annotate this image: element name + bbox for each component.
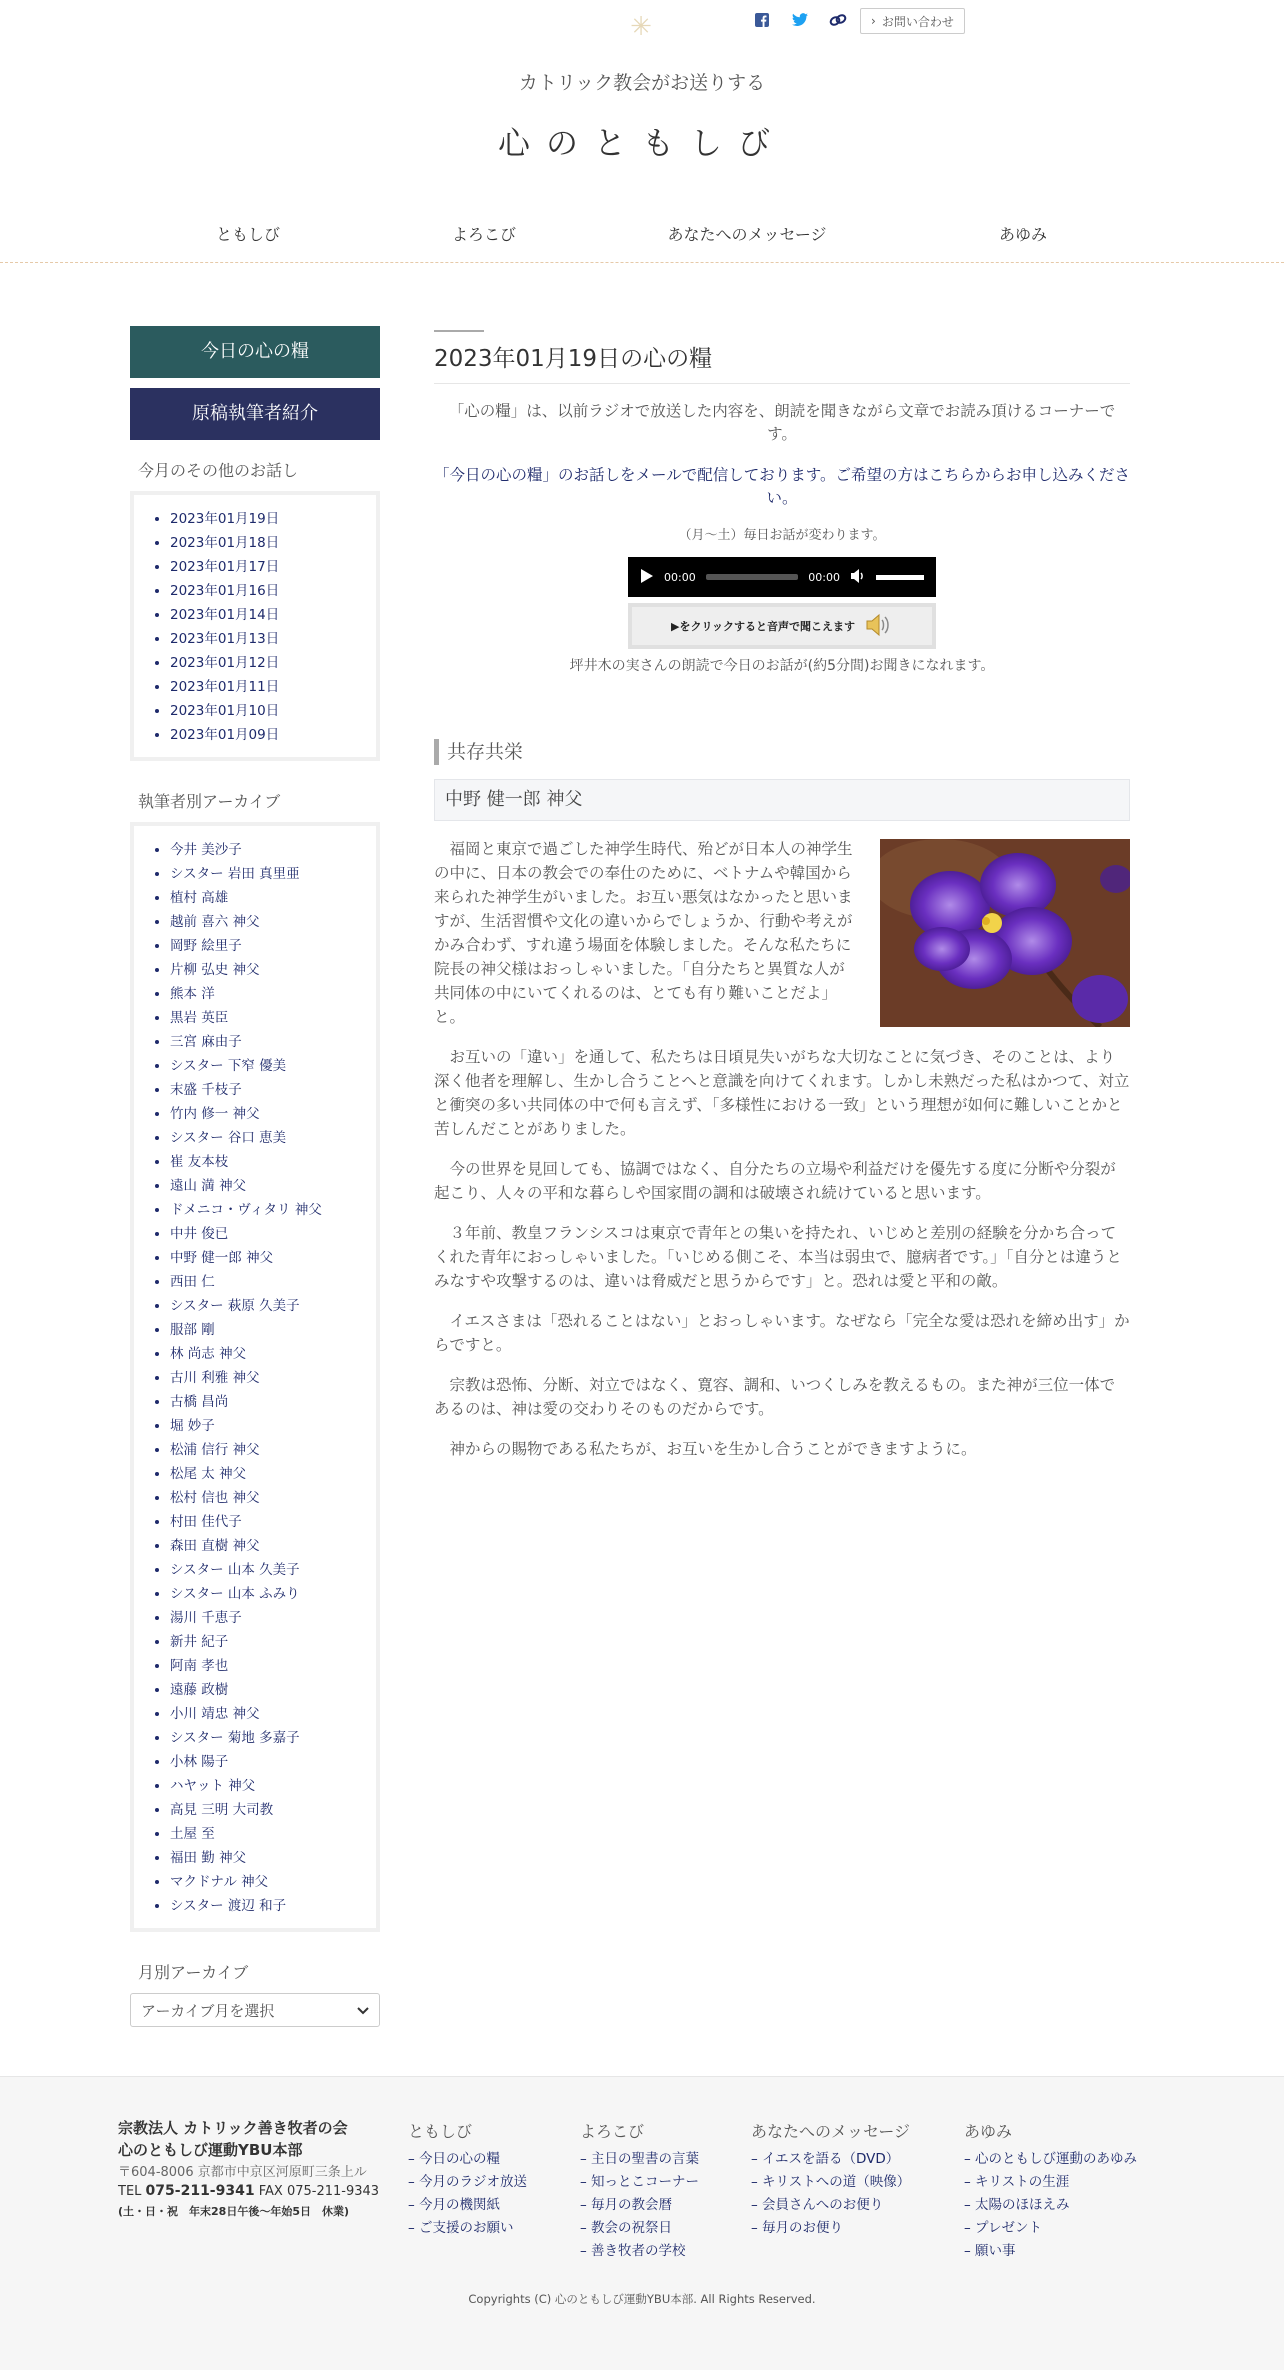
monthly-archive-heading: 月別アーカイブ: [138, 1963, 249, 1982]
author-archive-link[interactable]: • 阿南 孝也: [170, 1654, 368, 1678]
author-archive-link[interactable]: • 遠山 満 神父: [170, 1174, 368, 1198]
social-links: [752, 10, 848, 30]
intro-text: 「心の糧」は、以前ラジオで放送した内容を、朗読を聞きながら文章でお読み頂けるコーナーです。: [448, 402, 1116, 443]
footer-link[interactable]: [580, 2194, 699, 2217]
footer-link-label: 願い事: [975, 2243, 1016, 2259]
facebook-icon[interactable]: [752, 10, 772, 30]
footer-link-label: 教会の祝祭日: [591, 2220, 673, 2236]
footer: [0, 2076, 1284, 2370]
african-violet-photo: [880, 839, 1130, 1027]
footer-link[interactable]: [408, 2217, 527, 2240]
footer-link-label: 太陽のほほえみ: [975, 2197, 1070, 2213]
dash-bullet: –: [964, 2151, 976, 2167]
nav-divider: [0, 262, 1284, 263]
org-phone: [118, 2183, 388, 2199]
author-archive-link[interactable]: • シスター 菊地 多嘉子: [170, 1726, 368, 1750]
author-archive-link[interactable]: • 新井 紀子: [170, 1630, 368, 1654]
footer-col-message: [751, 2119, 910, 2240]
paragraph: お互いの「違い」を通して、私たちは日頃見失いがちな大切なことに気づき、そのことは、より深く他者を理解し、生かし合うことへと意識を向けてくれます。しかし未熟だった私はかつて、対立と衝突の多い共同体の中で何も言えず、「多様性における一致」という理想が如何に難しいことかと苦しんだことがありました。: [434, 1048, 1130, 1138]
author-archive-link[interactable]: • 林 尚志 神父: [170, 1342, 368, 1366]
author-archive-link[interactable]: • 湯川 千恵子: [170, 1606, 368, 1630]
month-story-link[interactable]: • 2023年01月17日: [170, 555, 368, 579]
footer-col-heading: あゆみ: [964, 2122, 1013, 2141]
footer-links: [580, 2148, 699, 2263]
audio-hint-banner: [628, 603, 936, 649]
main-nav: [130, 222, 1154, 245]
author-archive-link[interactable]: • 竹内 修一 神父: [170, 1102, 368, 1126]
month-stories-box: [130, 491, 380, 761]
dash-bullet: –: [408, 2151, 420, 2167]
author-archive-link[interactable]: • 森田 直樹 神父: [170, 1534, 368, 1558]
article-body: [434, 837, 1130, 1461]
org-name: 宗教法人 カトリック善き牧者の会: [118, 2119, 348, 2137]
play-icon[interactable]: [640, 568, 654, 587]
org-address: 〒604-8006 京都市中京区河原町三条上ル: [118, 2165, 367, 2180]
dash-bullet: –: [580, 2220, 592, 2236]
dash-bullet: –: [751, 2197, 763, 2213]
dash-bullet: –: [751, 2220, 763, 2236]
top-bar: [0, 0, 1284, 40]
footer-link[interactable]: [408, 2171, 527, 2194]
business-hours: (土・日・祝 年末28日午後～年始5日 休業): [118, 2205, 350, 2218]
footer-link-label: 主日の聖書の言葉: [591, 2151, 700, 2167]
author-archive-link[interactable]: • 岡野 絵里子: [170, 934, 368, 958]
volume-icon[interactable]: [850, 569, 866, 586]
footer-link-label: 毎月の教会暦: [591, 2197, 673, 2213]
tel-number[interactable]: 075-211-9341: [145, 2183, 255, 2199]
dash-bullet: –: [408, 2220, 420, 2236]
footer-links: [751, 2148, 910, 2240]
author-archive-link[interactable]: • 今井 美沙子: [170, 838, 368, 862]
footer-link[interactable]: [751, 2148, 910, 2171]
author-archive-link[interactable]: • ドメニコ・ヴィタリ 神父: [170, 1198, 368, 1222]
footer-org-info: [118, 2117, 388, 2219]
author-archive-link[interactable]: • 村田 佳代子: [170, 1510, 368, 1534]
footer-link[interactable]: [751, 2217, 910, 2240]
footer-link-label: 知っとこコーナー: [591, 2174, 700, 2190]
dash-bullet: –: [580, 2243, 592, 2259]
footer-link-label: 今月のラジオ放送: [419, 2174, 528, 2190]
footer-col-heading: よろこび: [580, 2122, 645, 2141]
month-story-link[interactable]: • 2023年01月12日: [170, 651, 368, 675]
author-archive-link[interactable]: • ハヤット 神父: [170, 1774, 368, 1798]
footer-link[interactable]: [964, 2194, 1137, 2217]
dash-bullet: –: [751, 2174, 763, 2190]
author-archive-list: [142, 838, 368, 1918]
footer-link-label: 善き牧者の学校: [591, 2243, 686, 2259]
footer-link-label: キリストへの道（映像）: [762, 2174, 911, 2190]
month-story-link[interactable]: • 2023年01月13日: [170, 627, 368, 651]
author-archive-link[interactable]: • 土屋 至: [170, 1822, 368, 1846]
paragraph: 福岡と東京で過ごした神学生時代、殆どが日本人の神学生の中に、日本の教会での奉仕のために、ベトナムや韓国から来られた神学生がいました。お互い悪気はなかったと思いますが、生活習慣や文化の違いからでしょうか、行動や考えがかみ合わず、すれ違う場面を体験しました。そんな私たちに院長の神父様はおっしゃいました。「自分たちと異質な人が共同体の中にいてくれるのは、とても有り難いことだよ」と。: [434, 840, 853, 1026]
author-archive-link[interactable]: • シスター 下窄 優美: [170, 1054, 368, 1078]
author-archive-link[interactable]: • 崔 友本枝: [170, 1150, 368, 1174]
chevron-right-icon: ›: [871, 14, 876, 28]
month-story-link[interactable]: • 2023年01月18日: [170, 531, 368, 555]
author-archive-link[interactable]: • 三宮 麻由子: [170, 1030, 368, 1054]
footer-link[interactable]: [408, 2194, 527, 2217]
author-archive-link[interactable]: • マクドナル 神父: [170, 1870, 368, 1894]
month-story-link[interactable]: • 2023年01月11日: [170, 675, 368, 699]
audio-hint-text: ▶をクリックすると音声で聞こえます: [670, 620, 856, 633]
author-archive-link[interactable]: • 越前 喜六 神父: [170, 910, 368, 934]
month-story-link[interactable]: • 2023年01月10日: [170, 699, 368, 723]
contact-button[interactable]: [860, 8, 965, 34]
author-archive-link[interactable]: • 片柳 弘史 神父: [170, 958, 368, 982]
month-story-link[interactable]: • 2023年01月19日: [170, 507, 368, 531]
footer-link-label: 今月の機関紙: [419, 2197, 501, 2213]
author-archive-link[interactable]: • 堀 妙子: [170, 1414, 368, 1438]
site-title[interactable]: 心のともしび: [497, 124, 786, 162]
reader-note: 坪井木の実さんの朗読で今日のお話が(約5分間)お聞きになれます。: [569, 658, 995, 674]
footer-link[interactable]: [408, 2148, 527, 2171]
footer-link-label: イエスを語る（DVD）: [762, 2151, 900, 2167]
author-archive-link[interactable]: • 中井 俊已: [170, 1222, 368, 1246]
site-tagline: カトリック教会がお送りする: [518, 72, 766, 94]
author-archive-link[interactable]: • 松尾 太 神父: [170, 1462, 368, 1486]
footer-link-label: 心のともしび運動のあゆみ: [975, 2151, 1138, 2167]
nav-item-tomoshibi[interactable]: ともしび: [215, 225, 280, 244]
dash-bullet: –: [964, 2197, 976, 2213]
dash-bullet: –: [964, 2220, 976, 2236]
author-archive-box: [130, 822, 380, 1932]
dash-bullet: –: [580, 2197, 592, 2213]
author-archive-link[interactable]: • シスター 渡辺 和子: [170, 1894, 368, 1918]
author-archive-link[interactable]: • 遠藤 政樹: [170, 1678, 368, 1702]
page-title: 2023年01月19日の心の糧: [434, 340, 1130, 384]
footer-col-heading: ともしび: [408, 2122, 473, 2141]
author-archive-link[interactable]: • 服部 剛: [170, 1318, 368, 1342]
chevron-down-icon: [357, 2001, 369, 2019]
total-time: 00:00: [808, 570, 840, 584]
author-archive-link[interactable]: • 末盛 千枝子: [170, 1078, 368, 1102]
footer-col-heading: あなたへのメッセージ: [751, 2122, 911, 2141]
archive-select-value: アーカイブ月を選択: [141, 2001, 275, 2020]
org-subname: 心のともしび運動YBU本部: [118, 2141, 303, 2159]
tel-label: TEL: [118, 2184, 142, 2199]
writers-intro-button[interactable]: 原稿執筆者紹介: [130, 388, 380, 440]
contact-label: お問い合わせ: [881, 14, 954, 29]
audio-player: [628, 557, 936, 597]
paragraph: 今の世界を見回しても、協調ではなく、自分たちの立場や利益だけを優先する度に分断や分裂が起こり、人々の平和な暮らしや国家間の調和は破壊され続けていると思います。: [434, 1160, 1116, 1202]
footer-link-label: 会員さんへのお便り: [762, 2197, 884, 2213]
author-archive-link[interactable]: • 西田 仁: [170, 1270, 368, 1294]
twitter-icon[interactable]: [790, 10, 810, 30]
month-stories-list: [142, 507, 368, 747]
archive-month-select[interactable]: [130, 1993, 380, 2027]
paragraph: イエスさまは「恐れることはない」とおっしゃいます。なぜなら「完全な愛は恐れを締め出す」からですと。: [434, 1312, 1130, 1354]
title-rule: [434, 330, 484, 332]
month-story-link[interactable]: • 2023年01月14日: [170, 603, 368, 627]
author-archive-link[interactable]: • 福田 勤 神父: [170, 1846, 368, 1870]
volume-slider[interactable]: [876, 575, 924, 580]
footer-link-label: キリストの生涯: [975, 2174, 1070, 2190]
author-archive-link[interactable]: • シスター 山本 ふみり: [170, 1582, 368, 1606]
author-archive-link[interactable]: • 黒岩 英臣: [170, 1006, 368, 1030]
fax-number: FAX 075-211-9343: [258, 2184, 380, 2199]
main-content: [434, 330, 1130, 1477]
author-archive-link[interactable]: • シスター 谷口 恵美: [170, 1126, 368, 1150]
footer-links: [408, 2148, 527, 2240]
author-archive-link[interactable]: • シスター 山本 久美子: [170, 1558, 368, 1582]
dash-bullet: –: [580, 2151, 592, 2167]
author-archive-link[interactable]: • 小川 靖忠 神父: [170, 1702, 368, 1726]
dash-bullet: –: [580, 2174, 592, 2190]
month-stories-heading: 今月のその他のお話し: [138, 461, 299, 480]
dash-bullet: –: [751, 2151, 763, 2167]
month-story-link[interactable]: • 2023年01月16日: [170, 579, 368, 603]
author-archive-link[interactable]: • 古橋 昌尚: [170, 1390, 368, 1414]
star-logo-icon: ✳: [630, 12, 652, 42]
paragraph: ３年前、教皇フランシスコは東京で青年との集いを持たれ、いじめと差別の経験を分かち合ってくれた青年におっしゃいました。「いじめる側こそ、本当は弱虫で、臆病者です。」「自分とは違うとみなすや攻撃するのは、違いは脅威だと思うからです」と。恐れは愛と平和の敵。: [434, 1224, 1122, 1290]
footer-link-label: 今日の心の糧: [419, 2151, 501, 2167]
dash-bullet: –: [964, 2174, 976, 2190]
today-kokoro-button[interactable]: 今日の心の糧: [130, 326, 380, 378]
footer-col-yorokobi: [580, 2119, 699, 2263]
month-story-link[interactable]: • 2023年01月09日: [170, 723, 368, 747]
paragraph: 神からの賜物である私たちが、お互いを生かし合うことができますように。: [449, 1440, 977, 1458]
dash-bullet: –: [408, 2174, 420, 2190]
sidebar: [130, 326, 380, 2027]
footer-link[interactable]: [964, 2148, 1137, 2171]
article-title: 共存共栄: [434, 739, 1130, 765]
author-archive-link[interactable]: • シスター 岩田 真里亜: [170, 862, 368, 886]
speaker-icon: [865, 613, 893, 640]
footer-link-label: 毎月のお便り: [762, 2220, 844, 2236]
author-archive-link[interactable]: • 小林 陽子: [170, 1750, 368, 1774]
author-archive-link[interactable]: • 高見 三明 大司教: [170, 1798, 368, 1822]
author-archive-link[interactable]: • 古川 利雅 神父: [170, 1366, 368, 1390]
footer-link[interactable]: [751, 2194, 910, 2217]
dash-bullet: –: [408, 2197, 420, 2213]
article-author: 中野 健一郎 神父: [434, 779, 1130, 821]
author-archive-link[interactable]: • 植村 高雄: [170, 886, 368, 910]
schedule-note: （月～土）毎日お話が変わります。: [678, 528, 886, 543]
dash-bullet: –: [964, 2243, 976, 2259]
footer-link[interactable]: [580, 2240, 699, 2263]
footer-link[interactable]: [751, 2171, 910, 2194]
footer-link[interactable]: [964, 2171, 1137, 2194]
footer-links: [964, 2148, 1137, 2263]
copyright: Copyrights (C) 心のともしび運動YBU本部. All Rights Reserved.: [468, 2292, 816, 2306]
footer-link-label: プレゼント: [975, 2220, 1043, 2236]
author-archive-link[interactable]: • シスター 萩原 久美子: [170, 1294, 368, 1318]
author-archive-heading: 執筆者別アーカイブ: [138, 792, 281, 811]
mail-subscribe-link[interactable]: 「今日の心の糧」のお話しをメールで配信しております。ご希望の方はこちらからお申し込みください。: [434, 466, 1130, 507]
nav-item-yorokobi[interactable]: よろこび: [451, 225, 516, 244]
author-archive-link[interactable]: • 松浦 信行 神父: [170, 1438, 368, 1462]
link-icon[interactable]: [828, 10, 848, 30]
current-time: 00:00: [664, 570, 696, 584]
author-archive-link[interactable]: • 熊本 洋: [170, 982, 368, 1006]
footer-link[interactable]: [580, 2148, 699, 2171]
footer-col-ayumi: [964, 2119, 1137, 2263]
footer-col-tomoshibi: [408, 2119, 527, 2240]
author-archive-link[interactable]: • 中野 健一郎 神父: [170, 1246, 368, 1270]
author-archive-link[interactable]: • 松村 信也 神父: [170, 1486, 368, 1510]
footer-link[interactable]: [580, 2171, 699, 2194]
nav-item-message[interactable]: あなたへのメッセージ: [667, 225, 827, 244]
nav-item-ayumi[interactable]: あゆみ: [998, 225, 1047, 244]
footer-link-label: ご支援のお願い: [419, 2220, 514, 2236]
footer-link[interactable]: [580, 2217, 699, 2240]
seek-bar[interactable]: [706, 574, 799, 580]
footer-link[interactable]: [964, 2240, 1137, 2263]
paragraph: 宗教は恐怖、分断、対立ではなく、寛容、調和、いつくしみを教えるもの。また神が三位一体であるのは、神は愛の交わりそのものだからです。: [434, 1376, 1116, 1418]
footer-link[interactable]: [964, 2217, 1137, 2240]
